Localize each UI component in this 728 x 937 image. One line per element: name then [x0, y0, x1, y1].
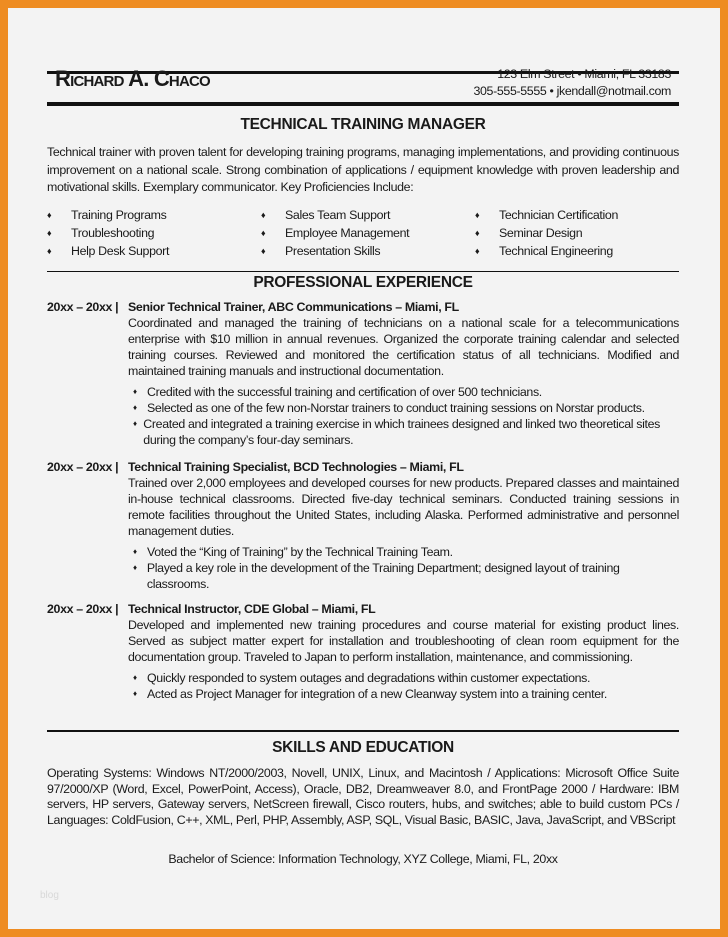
- proficiency-item: ♦ Presentation Skills: [261, 244, 381, 258]
- achievement-item: ♦ Played a key role in the development of the Training Department; designed layout of training classrooms.: [128, 560, 679, 592]
- job-description: Developed and implemented new training procedures and course material for existing product lines. Served as subject matter expert for installation and troubleshooting of clean room equipment for the documentation group. Traveled to Japan to perform installation, maintenance, and commissioning.: [128, 618, 679, 664]
- diamond-bullet-icon: ♦: [475, 210, 480, 220]
- job-dates: 20xx – 20xx |: [47, 602, 119, 616]
- proficiency-item: ♦ Seminar Design: [475, 226, 583, 240]
- page-frame: [8, 8, 720, 929]
- diamond-bullet-icon: ♦: [133, 563, 137, 572]
- diamond-bullet-icon: ♦: [133, 387, 137, 396]
- job-entry: [47, 459, 679, 592]
- job-achievements: [128, 670, 679, 702]
- achievement-item: ♦ Created and integrated a training exercise in which trainees designed and linked two theoretical sites during the company’s four-day seminars.: [128, 416, 679, 448]
- diamond-bullet-icon: ♦: [475, 246, 480, 256]
- watermark: blog: [40, 890, 59, 901]
- skills-rule: [47, 730, 679, 732]
- header-rule-bottom: [47, 102, 679, 106]
- experience-heading: PROFESSIONAL EXPERIENCE: [253, 274, 473, 291]
- job-description: Trained over 2,000 employees and developed courses for new products. Prepared classes and maintained in-house technical classrooms. Directed five-day technical seminars. Conducted training sessions in remote facilities throughout the United States, including Alaska. Performed administrative and personnel management duties.: [128, 476, 679, 538]
- diamond-bullet-icon: ♦: [133, 547, 137, 556]
- candidate-name: Richard A. Chaco: [55, 66, 210, 91]
- diamond-bullet-icon: ♦: [47, 246, 52, 256]
- education: Bachelor of Science: Information Technology, XYZ College, Miami, FL, 20xx: [168, 852, 558, 866]
- proficiency-item: ♦ Troubleshooting: [47, 226, 155, 240]
- job-position: Senior Technical Trainer, ABC Communications – Miami, FL: [128, 300, 459, 314]
- experience-rule: [47, 271, 679, 272]
- achievement-item: ♦ Quickly responded to system outages and degradations within customer expectations.: [128, 670, 679, 686]
- job-description: Coordinated and managed the training of technicians on a national scale for a telecommunications enterprise with $10 million in annual revenues. Organized the corporate training calendar and selected training courses. Reviewed and monitored the certification status of all technicians. Modified and maintained training manuals and instructional documentation.: [128, 316, 679, 378]
- diamond-bullet-icon: ♦: [261, 210, 266, 220]
- diamond-bullet-icon: ♦: [133, 689, 137, 698]
- achievement-item: ♦ Voted the “King of Training” by the Technical Training Team.: [128, 544, 679, 560]
- proficiency-item: ♦ Training Programs: [47, 208, 167, 222]
- diamond-bullet-icon: ♦: [261, 246, 266, 256]
- achievement-item: ♦ Credited with the successful training and certification of over 500 technicians.: [128, 384, 679, 400]
- diamond-bullet-icon: ♦: [133, 673, 137, 682]
- job-dates: 20xx – 20xx |: [47, 300, 119, 314]
- job-achievements: [128, 544, 679, 592]
- contact-info: [473, 66, 671, 100]
- proficiency-item: ♦ Sales Team Support: [261, 208, 391, 222]
- proficiency-item: ♦ Technician Certification: [475, 208, 619, 222]
- proficiencies-list: [47, 206, 679, 260]
- skills-text: Operating Systems: Windows NT/2000/2003, Novell, UNIX, Linux, and Macintosh / Applications: Microsoft Office Suite 97/2000/XP (Word, Excel, PowerPoint, Access), Oracle, DB2, Dreamweaver 8.0, and FrontPage 2000 / Hardware: IBM servers, HP servers, Gateway servers, NetScreen firewall, Cisco routers, hubs, and switches; able to build custom PCs / Languages: ColdFusion, C++, XML, Perl, PHP, Assembly, ASP, SQL, Visual Basic, BASIC, Java, JavaScript, and VBScript: [47, 766, 679, 827]
- job-title: TECHNICAL TRAINING MANAGER: [240, 116, 486, 133]
- phone-email: 305-555-5555 • jkendall@notmail.com: [473, 84, 671, 98]
- job-position: Technical Training Specialist, BCD Technologies – Miami, FL: [128, 460, 464, 474]
- achievement-item: ♦ Selected as one of the few non-Norstar trainers to conduct training sessions on Norstar products.: [128, 400, 679, 416]
- diamond-bullet-icon: ♦: [133, 403, 137, 412]
- address: 123 Elm Street • Miami, FL 33183: [497, 67, 671, 81]
- job-dates: 20xx – 20xx |: [47, 460, 119, 474]
- summary: Technical trainer with proven talent for developing training programs, managing implementations, and providing continuous improvement on a national scale. Strong combination of applications / equipment knowledge with proven leadership and motivational skills. Exemplary communicator. Key Proficiencies Include:: [47, 145, 679, 195]
- diamond-bullet-icon: ♦: [47, 210, 52, 220]
- achievement-item: ♦ Acted as Project Manager for integration of a new Cleanway system into a training center.: [128, 686, 679, 702]
- diamond-bullet-icon: ♦: [47, 228, 52, 238]
- diamond-bullet-icon: ♦: [475, 228, 480, 238]
- diamond-bullet-icon: ♦: [261, 228, 266, 238]
- proficiency-item: ♦ Technical Engineering: [475, 244, 613, 258]
- diamond-bullet-icon: ♦: [133, 419, 137, 428]
- proficiency-item: ♦ Help Desk Support: [47, 244, 170, 258]
- job-position: Technical Instructor, CDE Global – Miami, FL: [128, 602, 376, 616]
- proficiency-item: ♦ Employee Management: [261, 226, 410, 240]
- job-entry: [47, 601, 679, 702]
- skills-heading: SKILLS AND EDUCATION: [272, 739, 454, 756]
- job-entry: [47, 299, 679, 448]
- job-achievements: [128, 384, 679, 448]
